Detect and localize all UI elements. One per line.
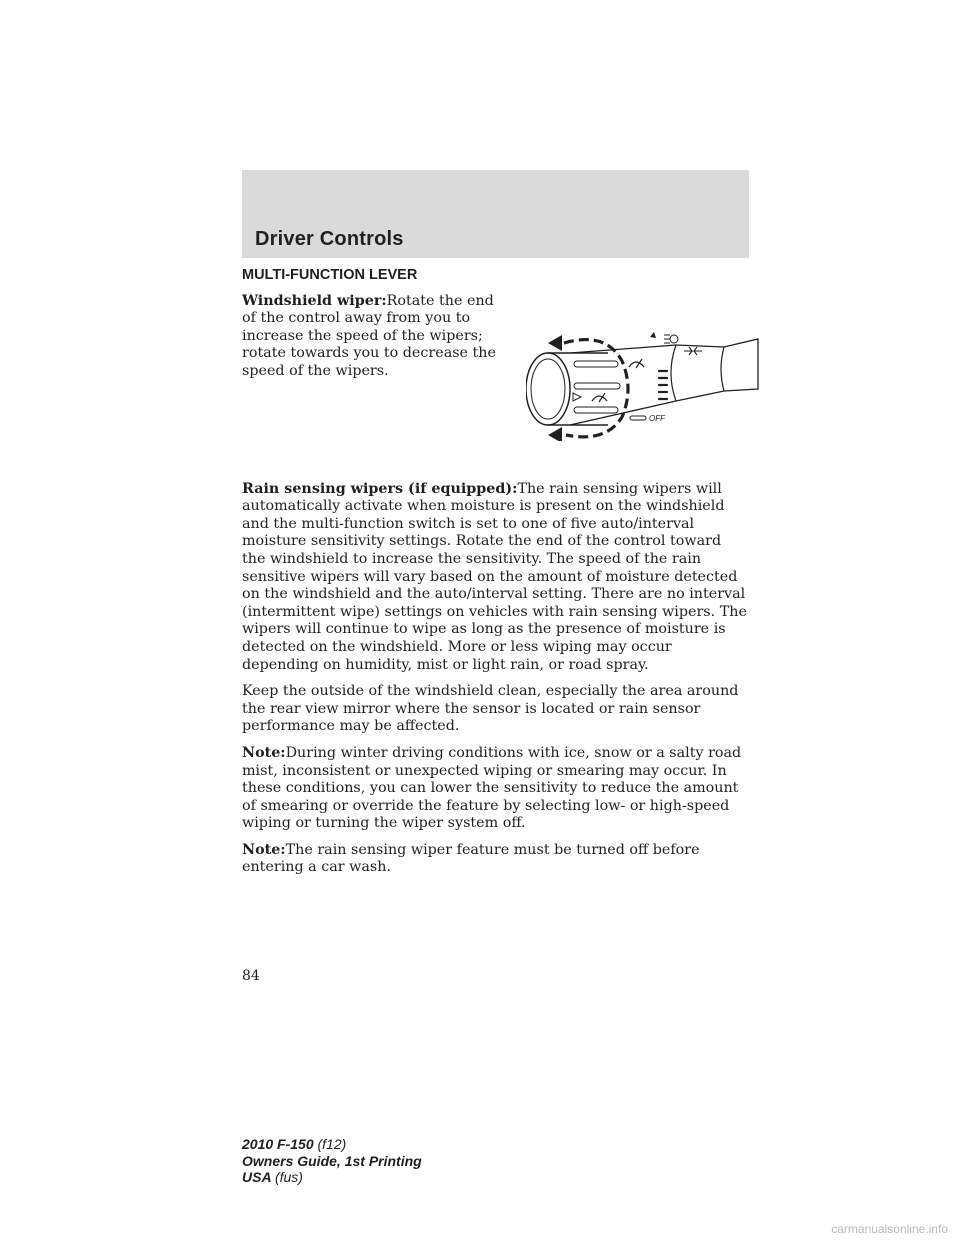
section-header-band	[242, 170, 749, 258]
note-winter-text: During winter driving conditions with ice, snow or a salty road mist, inconsistent or unexpected wiping or smearing may occur. In these conditions, you can lower the sensitivity to reduce the amount of smearing or override the feature by selecting low- or high-speed wiping or turning the wiper system off.	[242, 744, 742, 832]
off-label: OFF	[649, 413, 665, 423]
windshield-clean-paragraph: Keep the outside of the windshield clean, especially the area around the rear view mirror where the sensor is located or rain sensor performance may be affected.	[242, 683, 739, 735]
rain-sensing-text: The rain sensing wipers will automatically activate when moisture is present on the windshield and the multi-function switch is set to one of five auto/interval moisture sensitivity settings. Rotate the end of the control toward the windshield to increase the sensitivity. The speed of the rain sensitive wipers will vary based on the amount of moisture detected on the windshield and the auto/interval setting. There are no interval (intermittent wipe) settings on vehicles with rain sensing wipers. The wipers will continue to wipe as long as the presence of moisture is detected on the windshield. More or less wiping may occur depending on humidity, mist or light rain, or road spray.	[242, 480, 747, 673]
note-winter-paragraph	[242, 745, 749, 833]
arrow-up-icon	[548, 335, 562, 351]
footer-market-code: (fus)	[274, 1169, 303, 1185]
footer-model: 2010 F-150	[242, 1136, 314, 1152]
arrow-down-icon	[548, 427, 562, 441]
wiper-intro	[242, 293, 749, 441]
high-beam-icon	[670, 335, 678, 343]
rain-sensing-label: Rain sensing wipers (if equipped):	[242, 480, 518, 497]
windshield-wiper-label: Windshield wiper:	[242, 292, 387, 309]
windshield-wiper-paragraph	[242, 293, 504, 441]
note-car-wash-paragraph	[242, 842, 749, 877]
section-title: Driver Controls	[255, 228, 404, 250]
footer-model-code: (f12)	[317, 1136, 347, 1152]
washer-wiper-icon	[592, 393, 607, 402]
note-label: Note:	[242, 841, 286, 858]
windshield-wiper-text: Rotate the end of the control away from you to increase the speed of the wipers; rotate towards you to decrease the speed of the wipers.	[242, 292, 496, 379]
turn-signal-right-icon	[684, 347, 692, 355]
footer-line-2: Owners Guide, 1st Printing	[242, 1152, 422, 1169]
page-content	[242, 267, 749, 886]
turn-signal-left-icon	[694, 347, 702, 355]
flash-icon	[650, 332, 656, 338]
note-label: Note:	[242, 744, 286, 761]
note-car-wash-text: The rain sensing wiper feature must be turned off before entering a car wash.	[242, 841, 700, 876]
page-number: 84	[242, 968, 260, 984]
print-footer	[242, 1136, 422, 1186]
rain-sensing-paragraph	[242, 481, 749, 675]
section-heading: MULTI-FUNCTION LEVER	[242, 267, 418, 283]
front-wiper-icon	[629, 359, 644, 368]
play-triangle-icon	[573, 393, 581, 401]
watermark: carmanualsonline.info	[831, 1222, 948, 1236]
footer-line-3	[242, 1169, 422, 1186]
multi-function-lever-illustration	[526, 331, 761, 441]
footer-line-1	[242, 1136, 422, 1153]
footer-market: USA	[242, 1169, 272, 1185]
